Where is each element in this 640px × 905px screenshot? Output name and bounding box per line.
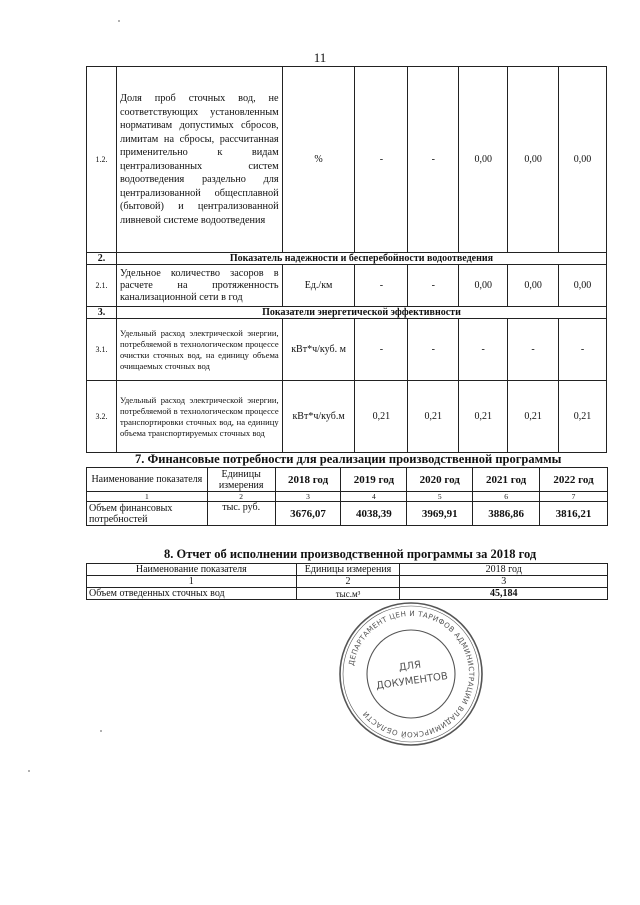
value-cell: -	[355, 265, 408, 307]
value-cell: -	[508, 319, 559, 381]
column-numbers-row	[87, 576, 608, 588]
header-cell: Наименование показателя	[87, 468, 208, 492]
indicator-name: Удельный расход электрической энергии, потребляемой в технологическом процессе транспортировки сточных вод, на единицу объема транспортируемых сточных вод	[116, 381, 282, 453]
header-cell: 2021 год	[473, 468, 540, 492]
value-cell: 3886,86	[473, 502, 540, 526]
column-number: 2	[296, 576, 400, 588]
financial-needs-table	[86, 467, 608, 526]
header-cell: 2022 год	[540, 468, 608, 492]
value-cell: 0,21	[459, 381, 508, 453]
value-cell: -	[408, 67, 459, 253]
unit-cell: кВт*ч/куб.м	[282, 381, 355, 453]
column-number: 7	[540, 492, 608, 502]
value-cell: 4038,39	[341, 502, 407, 526]
value-cell: -	[408, 319, 459, 381]
value-cell: -	[559, 319, 607, 381]
value-cell: 0,00	[459, 265, 508, 307]
table-header-row	[87, 564, 608, 576]
value-cell: 3676,07	[275, 502, 341, 526]
scan-speck	[28, 770, 30, 772]
section-title: Показатели энергетической эффективности	[116, 307, 606, 319]
value-cell: 0,21	[355, 381, 408, 453]
section-title: Показатель надежности и бесперебойности водоотведения	[116, 253, 606, 265]
value-cell: 0,21	[508, 381, 559, 453]
value-cell: 0,21	[559, 381, 607, 453]
section-number: 3.	[87, 307, 117, 319]
unit-cell: Ед./км	[282, 265, 355, 307]
header-cell: 2018 год	[275, 468, 341, 492]
indicator-name: Удельный расход электрической энергии, потребляемой в технологическом процессе очистки сточных вод, на единицу объема очищаемых сточных вод	[116, 319, 282, 381]
indicator-name: Объем отведенных сточных вод	[87, 588, 297, 600]
column-number: 1	[87, 576, 297, 588]
official-stamp	[337, 600, 485, 748]
value-cell: 0,00	[559, 67, 607, 253]
header-cell: 2019 год	[341, 468, 407, 492]
header-cell: Наименование показателя	[87, 564, 297, 576]
scan-speck	[100, 730, 102, 732]
column-number: 5	[407, 492, 473, 502]
column-number: 4	[341, 492, 407, 502]
row-number: 3.2.	[87, 381, 117, 453]
value-cell: 0,00	[559, 265, 607, 307]
unit-cell: %	[282, 67, 355, 253]
section7-heading: 7. Финансовые потребности для реализации производственной программы	[135, 452, 562, 466]
page-number: 11	[313, 50, 327, 65]
value-cell: 45,184	[400, 588, 608, 600]
row-number: 3.1.	[87, 319, 117, 381]
value-cell: 3816,21	[540, 502, 608, 526]
column-numbers-row	[87, 492, 608, 502]
value-cell: -	[355, 67, 408, 253]
svg-text:ДОКУМЕНТОВ: ДОКУМЕНТОВ	[375, 670, 449, 692]
table-row	[87, 265, 607, 307]
value-cell: 0,00	[459, 67, 508, 253]
unit-cell: тыс. руб.	[207, 502, 275, 526]
value-cell: -	[459, 319, 508, 381]
section-row	[87, 253, 607, 265]
indicators-table	[86, 66, 607, 453]
unit-cell: тыс.м³	[296, 588, 400, 600]
scan-speck	[118, 20, 120, 22]
column-number: 1	[87, 492, 208, 502]
row-number: 2.1.	[87, 265, 117, 307]
header-cell: 2018 год	[400, 564, 608, 576]
value-cell: 0,00	[508, 67, 559, 253]
table-row	[87, 67, 607, 253]
column-number: 6	[473, 492, 540, 502]
unit-cell: кВт*ч/куб. м	[282, 319, 355, 381]
value-cell: 3969,91	[407, 502, 473, 526]
column-number: 3	[275, 492, 341, 502]
value-cell: 0,21	[408, 381, 459, 453]
column-number: 3	[400, 576, 608, 588]
table-header-row	[87, 468, 608, 492]
value-cell: -	[355, 319, 408, 381]
header-cell: 2020 год	[407, 468, 473, 492]
section-number: 2.	[87, 253, 117, 265]
table-row	[87, 588, 608, 600]
svg-text:ДЕПАРТАМЕНТ ЦЕН И ТАРИФОВ АДМИ: ДЕПАРТАМЕНТ ЦЕН И ТАРИФОВ АДМИНИСТРАЦИИ ВЛАДИМИРСКОЙ ОБЛАСТИ	[346, 608, 477, 740]
header-cell: Единицы измерения	[207, 468, 275, 492]
header-cell: Единицы измерения	[296, 564, 400, 576]
column-number: 2	[207, 492, 275, 502]
row-number: 1.2.	[87, 67, 117, 253]
indicator-name: Удельное количество засоров в расчете на протяженность канализационной сети в год	[116, 265, 282, 307]
indicator-name: Объем финансовых потребностей	[87, 502, 208, 526]
indicator-name: Доля проб сточных вод, не соответствующих установленным нормативам допустимых сбросов, лимитам на сбросы, рассчитанная применительно к видам централизованных систем водоотведения раздельно для централизованной общесплавной (бытовой) и централизованной ливневой системе водоотведения	[116, 67, 282, 253]
section8-heading: 8. Отчет об исполнении производственной программы за 2018 год	[164, 547, 537, 561]
svg-text:ДЛЯ: ДЛЯ	[398, 659, 422, 674]
section-row	[87, 307, 607, 319]
value-cell: 0,00	[508, 265, 559, 307]
value-cell: -	[408, 265, 459, 307]
report-table	[86, 563, 608, 600]
table-row	[87, 319, 607, 381]
table-row	[87, 381, 607, 453]
table-row	[87, 502, 608, 526]
